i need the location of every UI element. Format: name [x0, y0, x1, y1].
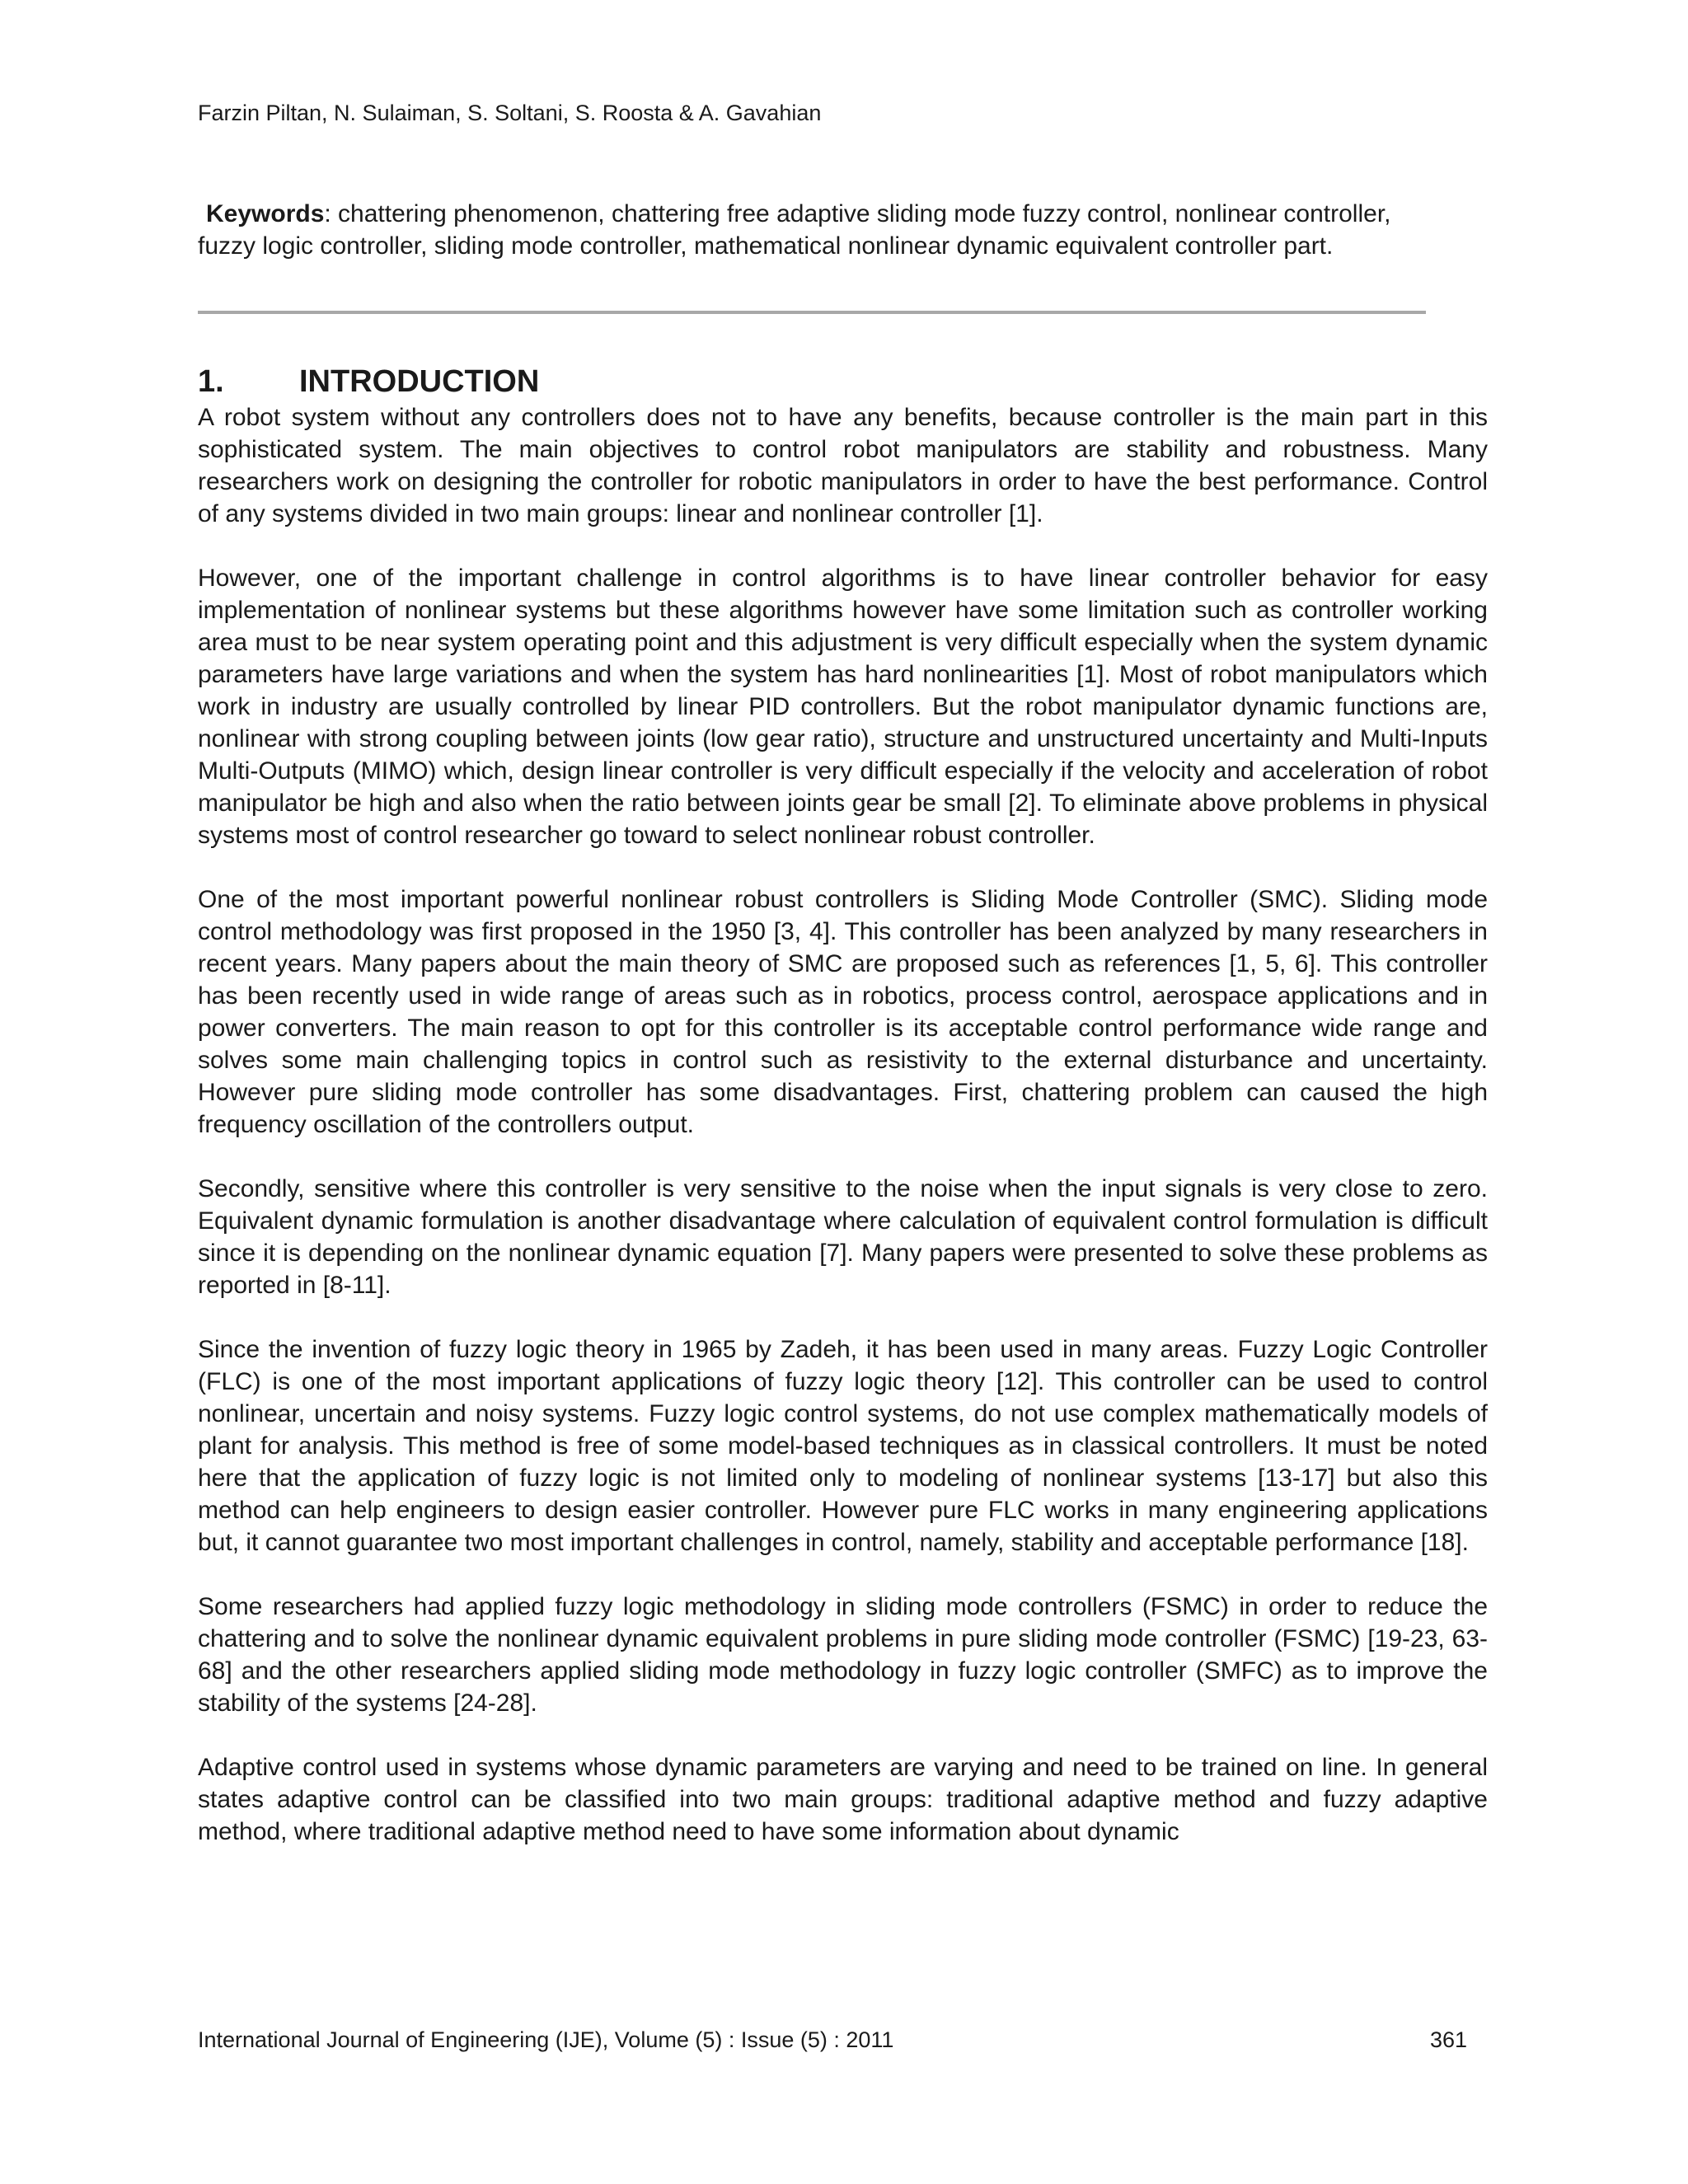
body-paragraph-7: Adaptive control used in systems whose dynamic parameters are varying and need to be trained on line. In general states adaptive control can be classified into two main groups: traditional adaptive method and fuzzy adaptive method, where traditional adaptive method need to have some information about dynamic	[198, 1754, 1488, 1845]
keywords-block	[198, 198, 1426, 262]
section-title: INTRODUCTION	[299, 364, 540, 399]
section-heading	[198, 363, 539, 401]
body-paragraph-3: One of the most important powerful nonlinear robust controllers is Sliding Mode Controller (SMC). Sliding mode control methodology was first proposed in the 1950 [3, 4]. This controller has been analyzed by many researchers in recent years. Many papers about the main theory of SMC are proposed such as references [1, 5, 6]. This controller has been recently used in wide range of areas such as in robotics, process control, aerospace applications and in power converters. The main reason to opt for this controller is its acceptable control performance wide range and solves some main challenging topics in control such as resistivity to the external disturbance and uncertainty. However pure sliding mode controller has some disadvantages. First, chattering problem can caused the high frequency oscillation of the controllers output.	[198, 886, 1488, 1138]
section-number: 1.	[198, 364, 224, 399]
section-body	[198, 401, 1488, 1880]
body-paragraph-4: Secondly, sensitive where this controller is very sensitive to the noise when the input signals is very close to zero. Equivalent dynamic formulation is another disadvantage where calculation of equivalent control formulation is difficult since it is depending on the nonlinear dynamic equation [7]. Many papers were presented to solve these problems as reported in [8-11].	[198, 1175, 1488, 1299]
body-paragraph-5: Since the invention of fuzzy logic theory in 1965 by Zadeh, it has been used in many areas. Fuzzy Logic Controller (FLC) is one of the most important applications of fuzzy logic theory [12]. This controller can be used to control nonlinear, uncertain and noisy systems. Fuzzy logic control systems, do not use complex mathematically models of plant for analysis. This method is free of some model-based techniques as in classical controllers. It must be noted here that the application of fuzzy logic is not limited only to modeling of nonlinear systems [13-17] but also this method can help engineers to design easier controller. However pure FLC works in many engineering applications but, it cannot guarantee two most important challenges in control, namely, stability and acceptable performance [18].	[198, 1336, 1488, 1556]
body-paragraph-2: However, one of the important challenge in control algorithms is to have linear controller behavior for easy implementation of nonlinear systems but these algorithms however have some limitation such as controller working area must to be near system operating point and this adjustment is very difficult especially when the system dynamic parameters have large variations and when the system has hard nonlinearities [1]. Most of robot manipulators which work in industry are usually controlled by linear PID controllers. But the robot manipulator dynamic functions are, nonlinear with strong coupling between joints (low gear ratio), structure and unstructured uncertainty and Multi-Inputs Multi-Outputs (MIMO) which, design linear controller is very difficult especially if the velocity and acceleration of robot manipulator be high and also when the ratio between joints gear be small [2]. To eliminate above problems in physical systems most of control researcher go toward to select nonlinear robust controller.	[198, 565, 1488, 849]
keywords-text: : chattering phenomenon, chattering free adaptive sliding mode fuzzy control, nonlinear controller, fuzzy logic controller, sliding mode controller, mathematical nonlinear dynamic equivalent controller part.	[198, 200, 1391, 260]
keywords-divider	[198, 311, 1426, 314]
page-number: 361	[1430, 2027, 1468, 2052]
footer-journal-citation: International Journal of Engineering (IJE), Volume (5) : Issue (5) : 2011	[198, 2027, 894, 2052]
body-paragraph-6: Some researchers had applied fuzzy logic methodology in sliding mode controllers (FSMC) in order to reduce the chattering and to solve the nonlinear dynamic equivalent problems in pure sliding mode controller (FSMC) [19-23, 63-68] and the other researchers applied sliding mode methodology in fuzzy logic controller (SMFC) as to improve the stability of the systems [24-28].	[198, 1593, 1488, 1717]
body-paragraph-1: A robot system without any controllers does not to have any benefits, because controller is the main part in this sophisticated system. The main objectives to control robot manipulators are stability and robustness. Many researchers work on designing the controller for robotic manipulators in order to have the best performance. Control of any systems divided in two main groups: linear and nonlinear controller [1].	[198, 404, 1488, 527]
running-header-authors: Farzin Piltan, N. Sulaiman, S. Soltani, S. Roosta & A. Gavahian	[198, 101, 822, 125]
keywords-label: Keywords	[206, 200, 325, 227]
